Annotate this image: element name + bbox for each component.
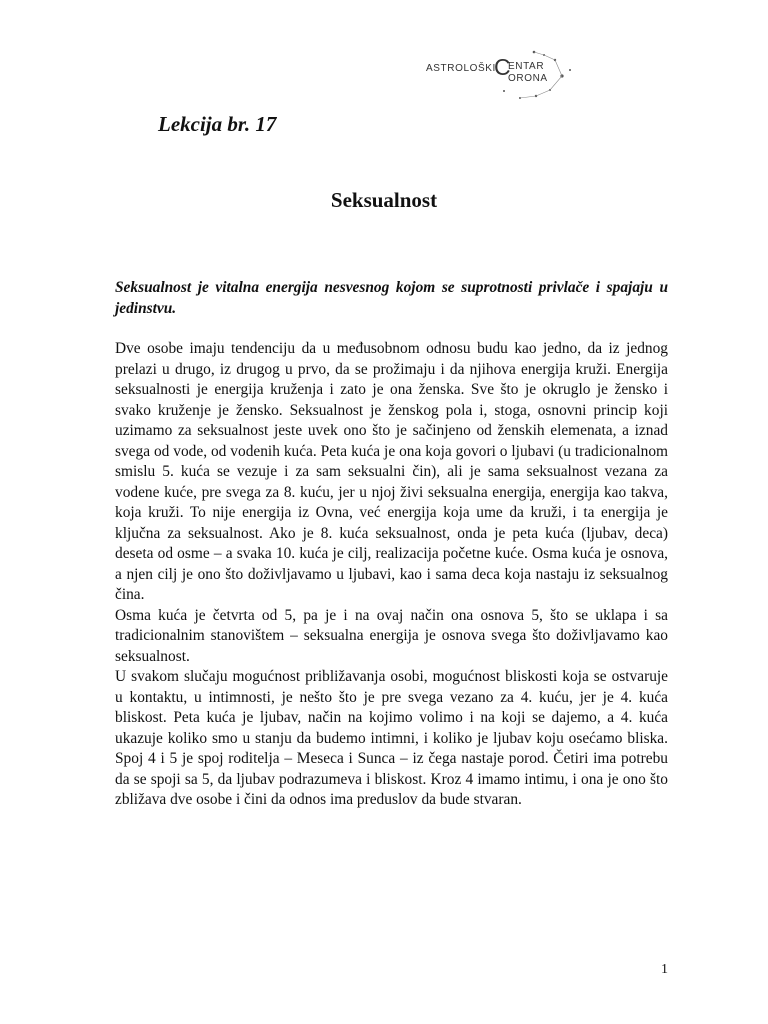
document-body xyxy=(115,278,668,811)
logo-initial-c: C xyxy=(494,54,511,80)
logo-word-orona: ORONA xyxy=(508,73,548,84)
lesson-title: Lekcija br. 17 xyxy=(158,112,277,136)
page-number: 1 xyxy=(661,962,668,977)
body-paragraph: Osma kuća je četvrta od 5, pa je i na ovaj način ona osnova 5, što se uklapa i sa tradicionalnim stanovištem – seksualna energija je osnova svega što doživljavamo kao seksualnost. xyxy=(115,606,668,665)
lead-paragraph: Seksualnost je vitalna energija nesvesnog kojom se suprotnosti privlače i spajaju u jedinstvu. xyxy=(115,279,668,317)
logo-word-entar: ENTAR xyxy=(508,61,545,72)
logo-word-astroloski: ASTROLOŠKI xyxy=(426,63,496,74)
page-title: Seksualnost xyxy=(330,188,438,212)
body-paragraph: Dve osobe imaju tendenciju da u međusobnom odnosu budu kao jedno, da iz jednog prelazi u drugo, iz drugog u prvo, da se prožimaju i da njihova energija kruži. Energija seksualnosti je energija kruženja i zato je ona ženska. Sve što je okruglo je žensko i svako kruženje je žensko. Seksualnost je ženskog pola i, stoga, osnovni princip koji uzimamo za seksualnost jeste uvek ono što je sačinjeno od ženskih elemenata, a iznad svega od vode, od vodenih kuća. Peta kuća je ona koja govori o ljubavi (u tradicionalnom smislu 5. kuća se vezuje i za sam seksualni čin), ali je sama seksualnost vezana za vodene kuće, pre svega za 8. kuću, jer u njoj živi seksualna energija, energija kao takva, koja kruži. To nije energija iz Ovna, već energija koja ume da kruži, i ta energija je ključna za seksualnost. Ako je 8. kuća seksualnost, onda je peta kuća (ljubav, deca) deseta od osme – a svaka 10. kuća je cilj, realizacija početne kuće. Osma kuća je osnova, a njen cilj je ono što doživljavamo u ljubavi, kao i sama deca koja nastaju iz seksualnog čina. xyxy=(115,340,668,603)
body-paragraph: U svakom slučaju mogućnost približavanja osobi, mogućnost bliskosti koja se ostvaruje u kontaktu, u intimnosti, je nešto što je pre svega vezano za 4. kuću, jer je 4. kuća bliskost. Peta kuća je ljubav, način na kojimo volimo i na koji se dajemo, a 4. kuća ukazuje koliko smo u stanju da budemo intimni, i koliko je ljubav koju osećamo bliska. Spoj 4 i 5 je spoj roditelja – Meseca i Sunca – iz čega nastaje porod. Četiri ima potrebu da se spoji sa 5, da ljubav podrazumeva i bliskost. Kroz 4 imamo intimu, i ona je ono što zbližava dve osobe i čini da odnos ima preduslov da bude stvaran. xyxy=(115,668,668,808)
astro-center-logo xyxy=(424,46,574,110)
